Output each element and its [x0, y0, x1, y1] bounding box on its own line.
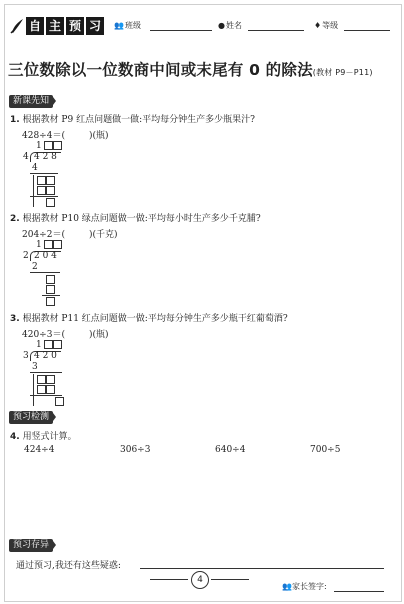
q4-text: 用竖式计算。 — [22, 432, 77, 442]
section-tag-new: 新课先知 — [9, 95, 53, 108]
q3-quotient-box[interactable] — [44, 340, 53, 349]
q3-line — [30, 372, 62, 373]
section-tag-check: 预习检测 — [9, 411, 53, 424]
page-number: 4 — [191, 571, 209, 589]
q1-equation — [22, 128, 109, 141]
person-icon: ● — [218, 21, 225, 30]
parent-signature — [282, 581, 327, 592]
q2-number: 2. — [10, 214, 20, 224]
grade-field — [314, 20, 338, 31]
q3-unit: )(瓶) — [88, 330, 109, 340]
q4-item-2: 306÷3 — [120, 445, 151, 455]
worksheet-page — [4, 4, 402, 602]
page-title — [8, 58, 373, 80]
q1-margin-line — [33, 175, 34, 207]
logo-char-1: 自 — [26, 17, 44, 35]
name-input-line[interactable] — [248, 30, 304, 31]
name-field — [218, 20, 242, 31]
q1-divisor: 4 — [23, 152, 29, 162]
q3-margin-line — [33, 374, 34, 406]
q2-work-box[interactable] — [46, 275, 55, 284]
page-number-rule — [150, 579, 188, 580]
class-label: 班级 — [124, 21, 141, 30]
q2-quotient-box[interactable] — [53, 240, 62, 249]
q2-remainder-box[interactable] — [46, 297, 55, 306]
q3-subtrahend: 3 — [32, 362, 38, 372]
parent-icon: 👥 — [282, 582, 292, 591]
q3-text: 根据教材 P11 红点问题做一做:平均每分钟生产多少瓶干红葡萄酒? — [22, 314, 288, 324]
q2-equation-text: 204÷2＝( — [22, 230, 65, 240]
q3-work-box[interactable] — [37, 375, 46, 384]
question-3 — [10, 311, 288, 324]
title-ref: (教材 P9－P11) — [312, 68, 373, 77]
q2-quotient-box[interactable] — [44, 240, 53, 249]
q3-work-box[interactable] — [37, 385, 46, 394]
class-input-line[interactable] — [150, 30, 212, 31]
q1-line — [30, 196, 58, 197]
q4-number: 4. — [10, 432, 20, 442]
logo-char-4: 习 — [86, 17, 104, 35]
q1-line — [30, 173, 58, 174]
q1-long-division — [22, 141, 82, 201]
q3-equation-text: 420÷3＝( — [22, 330, 65, 340]
question-2 — [10, 211, 261, 224]
q2-unit: )(千克) — [88, 230, 118, 240]
q2-subtrahend: 2 — [32, 262, 38, 272]
q3-work-box[interactable] — [46, 375, 55, 384]
q3-remainder-box[interactable] — [55, 397, 64, 406]
name-label: 姓名 — [225, 21, 242, 30]
q2-line — [30, 272, 60, 273]
q3-work-box[interactable] — [46, 385, 55, 394]
q2-line — [42, 295, 60, 296]
q3-line — [30, 395, 62, 396]
q2-equation — [22, 227, 118, 240]
title-main: 三位数除以一位数商中间或末尾有 0 的除法 — [8, 61, 313, 79]
q4-item-4: 700÷5 — [310, 445, 341, 455]
q1-quotient-box[interactable] — [53, 141, 62, 150]
class-field — [114, 20, 141, 31]
q1-remainder-box[interactable] — [46, 198, 55, 207]
q2-dividend: 2 0 4 — [34, 251, 57, 261]
doubt-prompt: 通过预习,我还有这些疑惑: — [16, 561, 121, 571]
q2-work-box[interactable] — [46, 285, 55, 294]
q1-unit: )(瓶) — [88, 131, 109, 141]
q1-work-box[interactable] — [37, 176, 46, 185]
question-4 — [10, 429, 77, 442]
q1-quotient-digit: 1 — [36, 141, 42, 151]
doubt-input-line[interactable] — [140, 568, 384, 569]
question-1 — [10, 112, 255, 125]
q1-number: 1. — [10, 115, 20, 125]
logo-char-3: 预 — [66, 17, 84, 35]
q2-text: 根据教材 P10 绿点问题做一做:平均每小时生产多少千克脯? — [22, 214, 261, 224]
q1-equation-text: 428÷4＝( — [22, 131, 65, 141]
section-tag-doubt: 预习存异 — [9, 539, 53, 552]
q4-item-3: 640÷4 — [215, 445, 246, 455]
q4-item-1: 424÷4 — [24, 445, 55, 455]
q1-work-box[interactable] — [37, 186, 46, 195]
grade-input-line[interactable] — [344, 30, 390, 31]
q2-divisor: 2 — [23, 251, 29, 261]
q3-long-division — [22, 340, 82, 400]
q1-text: 根据教材 P9 红点问题做一做:平均每分钟生产多少瓶果汁? — [22, 115, 255, 125]
q3-dividend: 4 2 0 — [34, 351, 57, 361]
q1-work-box[interactable] — [46, 186, 55, 195]
q2-quotient-digit: 1 — [36, 240, 42, 250]
parent-signature-label: 家长签字: — [291, 582, 327, 591]
q3-quotient-digit: 1 — [36, 340, 42, 350]
page-number-rule — [211, 579, 249, 580]
q3-equation — [22, 327, 109, 340]
q1-work-box[interactable] — [46, 176, 55, 185]
parent-signature-line[interactable] — [334, 591, 384, 592]
q3-divisor: 3 — [23, 351, 29, 361]
grade-label: 等级 — [322, 21, 339, 30]
header — [10, 16, 390, 38]
q3-number: 3. — [10, 314, 20, 324]
users-icon: 👥 — [114, 21, 124, 30]
q1-quotient-box[interactable] — [44, 141, 53, 150]
logo-char-2: 主 — [46, 17, 64, 35]
medal-icon: ♦ — [314, 21, 322, 30]
q3-quotient-box[interactable] — [53, 340, 62, 349]
q1-subtrahend: 4 — [32, 163, 38, 173]
q1-dividend: 4 2 8 — [34, 152, 57, 162]
pen-icon — [10, 18, 24, 34]
q2-long-division — [22, 240, 82, 300]
